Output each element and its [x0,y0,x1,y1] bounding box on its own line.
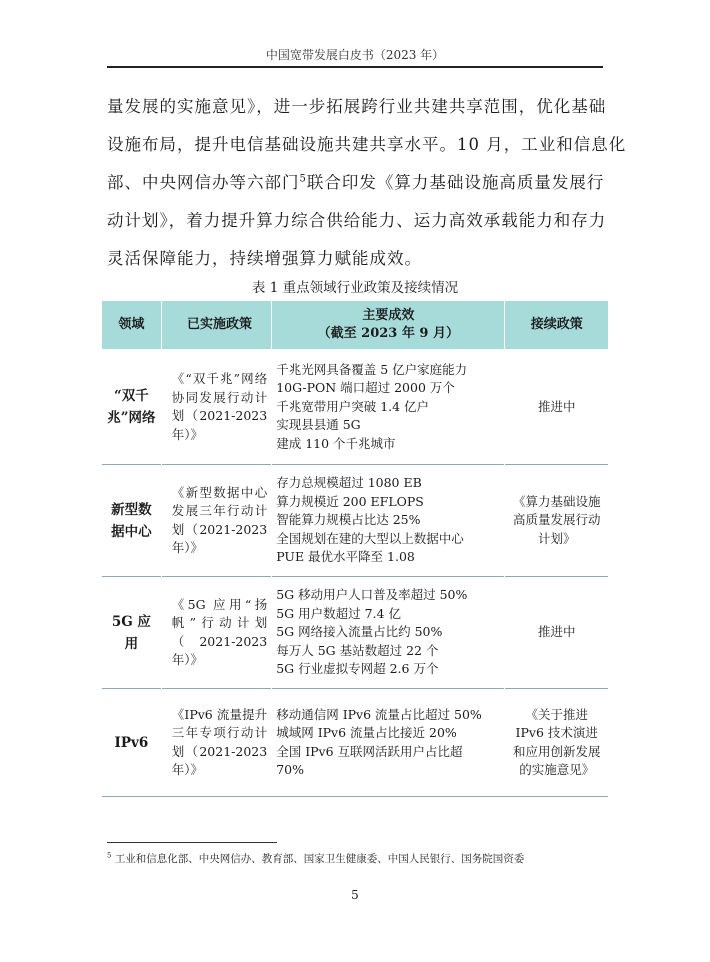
table-row [102,350,608,465]
header-rule [107,66,603,68]
result-item: 5G 行业虚拟专网超 2.6 万个 [276,661,439,677]
header-results-title: 主要成效 [362,307,415,323]
result-item: PUE 最优水平降至 1.08 [276,549,415,565]
footnote-marker: 5 [107,851,112,860]
cell-policy: 《新型数据中心发展三年行动计划（2021-2023 年）》 [161,465,271,577]
table-header-row [102,301,608,350]
footnote [107,851,524,866]
table-row [102,465,608,577]
result-item: 建成 110 个千兆城市 [276,435,396,451]
cell-domain: IPv6 [102,689,161,797]
cell-results [272,689,505,797]
paragraph-text: 部、中央网信办等六部门 [107,173,300,192]
result-item: 千兆光网具备覆盖 5 亿户家庭能力 [276,361,468,377]
result-item: 全国 IPv6 互联网活跃用户占比超 [276,743,463,759]
result-item: 移动通信网 IPv6 流量占比超过 50% [276,706,482,722]
paragraph-line: 灵活保障能力，持续增强算力赋能成效。 [107,249,422,268]
result-item: 70% [276,762,305,777]
cell-domain: 5G 应用 [102,577,161,689]
result-item: 城域网 IPv6 流量占比接近 20% [276,725,457,740]
paragraph-text: 联合印发《算力基础设施高质量发展行 [306,173,605,192]
body-paragraph [107,88,627,278]
cell-follow: 《算力基础设施高质量发展行动计划》 [505,465,608,577]
table-row [102,577,608,689]
header-results [272,301,505,350]
result-item: 算力规模近 200 EFLOPS [276,493,424,509]
paragraph-line [107,164,607,202]
cell-domain: “双千兆”网络 [102,350,161,465]
header-domain: 领域 [102,301,161,350]
result-item: 5G 移动用户人口普及率超过 50% [276,587,468,603]
running-header: 中国宽带发展白皮书（2023 年） [265,48,445,62]
footnote-reference[interactable]: 5 [299,173,307,185]
cell-domain: 新型数据中心 [102,465,161,577]
result-item: 每万人 5G 基站数超过 22 个 [276,642,439,658]
header-policy: 已实施政策 [161,301,271,350]
cell-results [272,350,505,465]
policy-table [102,301,608,797]
page-number: 5 [351,888,359,902]
result-item: 千兆宽带用户突破 1.4 亿户 [276,398,430,414]
paragraph-line: 设施布局，提升电信基础设施共建共享水平。10 月，工业和信息化 [107,135,627,154]
cell-follow: 《关于推进 IPv6 技术演进和应用创新发展的实施意见》 [505,689,608,797]
table-caption: 表 1 重点领域行业政策及接续情况 [251,280,459,296]
result-item: 智能算力规模占比达 25% [276,512,421,528]
result-item: 实现县县通 5G [276,417,361,433]
result-item: 5G 用户数超过 7.4 亿 [276,605,401,621]
header-results-date: （截至 2023 年 9 月） [317,326,459,341]
cell-follow: 推进中 [505,350,608,465]
table-row [102,689,608,797]
result-item: 存力总规模超过 1080 EB [276,475,422,491]
cell-policy: 《5G 应用“扬帆”行动计划（2021-2023年）》 [161,577,271,689]
result-item: 10G-PON 端口超过 2000 万个 [276,380,455,396]
cell-follow: 推进中 [505,577,608,689]
cell-policy: 《“双千兆”网络协同发展行动计划（2021-2023年）》 [161,350,271,465]
cell-results [272,577,505,689]
header-follow: 接续政策 [505,301,608,350]
paragraph-line: 动计划》，着力提升算力综合供给能力、运力高效承载能力和存力 [107,211,607,230]
result-item: 全国规划在建的大型以上数据中心 [276,530,464,546]
result-item: 5G 网络接入流量占比约 50% [276,624,443,640]
paragraph-line: 量发展的实施意见》，进一步拓展跨行业共建共享范围，优化基础 [107,97,607,116]
footnote-text: 工业和信息化部、中央网信办、教育部、国家卫生健康委、中国人民银行、国务院国资委 [114,853,525,865]
footnote-rule [107,842,277,843]
cell-results [272,465,505,577]
cell-policy: 《IPv6 流量提升三年专项行动计划（2021-2023 年）》 [161,689,271,797]
